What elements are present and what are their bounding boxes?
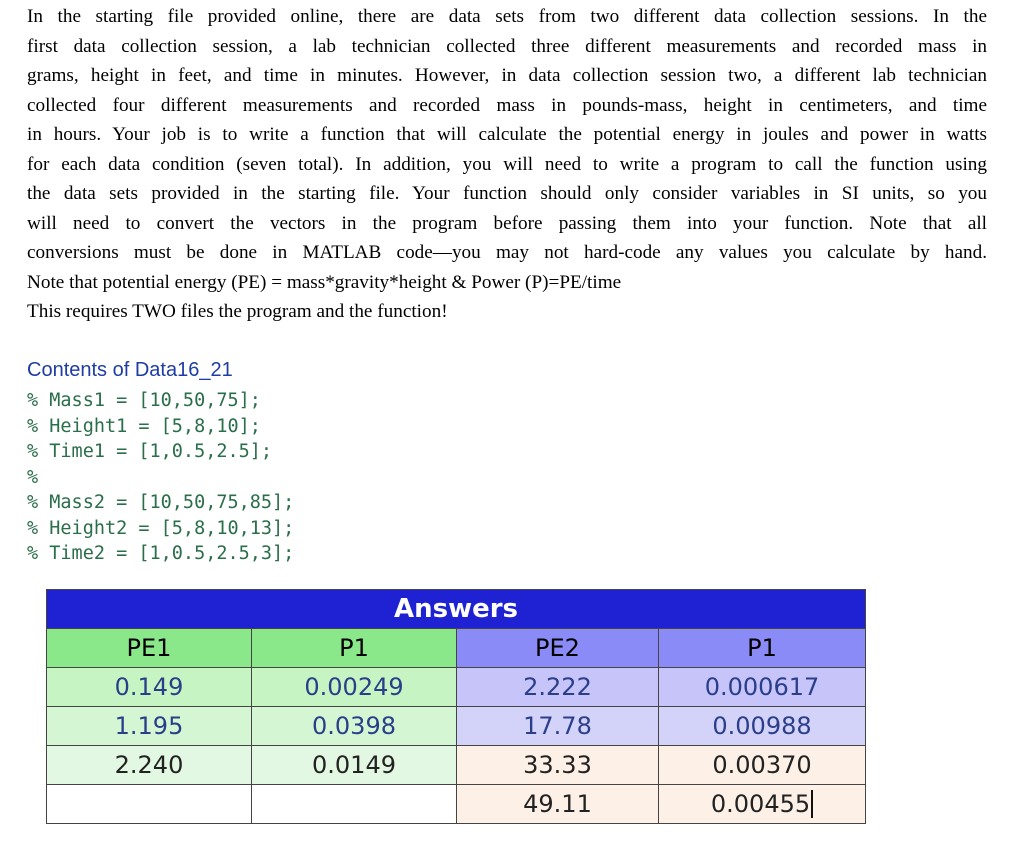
table-cell: 0.000617 [659, 668, 866, 707]
table-cell: 0.0149 [252, 746, 457, 785]
table-row [47, 746, 866, 785]
table-cell: 0.0398 [252, 707, 457, 746]
paragraph-line: This requires TWO files the program and the function! [27, 301, 448, 322]
paragraph-line: in hours. Your job is to write a function that will calculate the potential energy in joules and power in watts [27, 124, 987, 145]
paragraph-line: will need to convert the vectors in the program before passing them into your function. Note that all [27, 212, 987, 234]
column-header-p1: P1 [252, 629, 457, 668]
column-header-p2: P1 [659, 629, 866, 668]
table-cell: 2.222 [457, 668, 659, 707]
code-line: % Time2 = [1,0.5,2.5,3]; [27, 543, 295, 564]
paragraph-line: grams, height in feet, and time in minutes. However, in data collection session two, a different lab technician [27, 65, 987, 86]
code-line: % Mass1 = [10,50,75]; [27, 390, 261, 411]
table-cell: 0.00988 [659, 707, 866, 746]
table-cell-empty[interactable] [47, 785, 252, 824]
table-cell: 17.78 [457, 707, 659, 746]
code-line: % [27, 466, 39, 488]
table-cell-empty[interactable] [252, 785, 457, 824]
paragraph-line: first data collection session, a lab technician collected three different measurements and recorded mass in [27, 35, 987, 57]
text-cursor: 0.00455 [711, 790, 813, 818]
answers-table [46, 589, 866, 824]
instructions-paragraph [27, 2, 987, 327]
table-cell: 49.11 [457, 785, 659, 824]
answers-title: Answers [47, 590, 866, 629]
paragraph-line: for each data condition (seven total). In addition, you will need to write a program to call the function using [27, 153, 987, 175]
code-line: % Mass2 = [10,50,75,85]; [27, 492, 295, 513]
table-row [47, 707, 866, 746]
column-header-pe1: PE1 [47, 629, 252, 668]
paragraph-line: the data sets provided in the starting file. Your function should only consider variables in SI units, so you [27, 183, 987, 204]
paragraph-line: collected four different measurements and recorded mass in pounds-mass, height in centimeters, and time [27, 94, 987, 116]
table-cell: 33.33 [457, 746, 659, 785]
paragraph-line: In the starting file provided online, there are data sets from two different data collection sessions. In the [27, 6, 987, 27]
column-header-pe2: PE2 [457, 629, 659, 668]
table-cell: 1.195 [47, 707, 252, 746]
code-line: % Time1 = [1,0.5,2.5]; [27, 441, 273, 462]
contents-heading: Contents of Data16_21 [27, 359, 233, 381]
code-line: % Height2 = [5,8,10,13]; [27, 517, 295, 539]
table-cell: 0.149 [47, 668, 252, 707]
table-row [47, 668, 866, 707]
code-block [27, 388, 294, 567]
paragraph-line: conversions must be done in MATLAB code—you may not hard-code any values you calculate by hand. [27, 242, 987, 263]
code-line: % Height1 = [5,8,10]; [27, 415, 261, 437]
paragraph-line: Note that potential energy (PE) = mass*gravity*height & Power (P)=PE/time [27, 271, 622, 293]
table-cell-editing[interactable] [659, 785, 866, 824]
table-cell: 0.00249 [252, 668, 457, 707]
table-cell: 0.00370 [659, 746, 866, 785]
table-cell: 2.240 [47, 746, 252, 785]
table-row [47, 785, 866, 824]
